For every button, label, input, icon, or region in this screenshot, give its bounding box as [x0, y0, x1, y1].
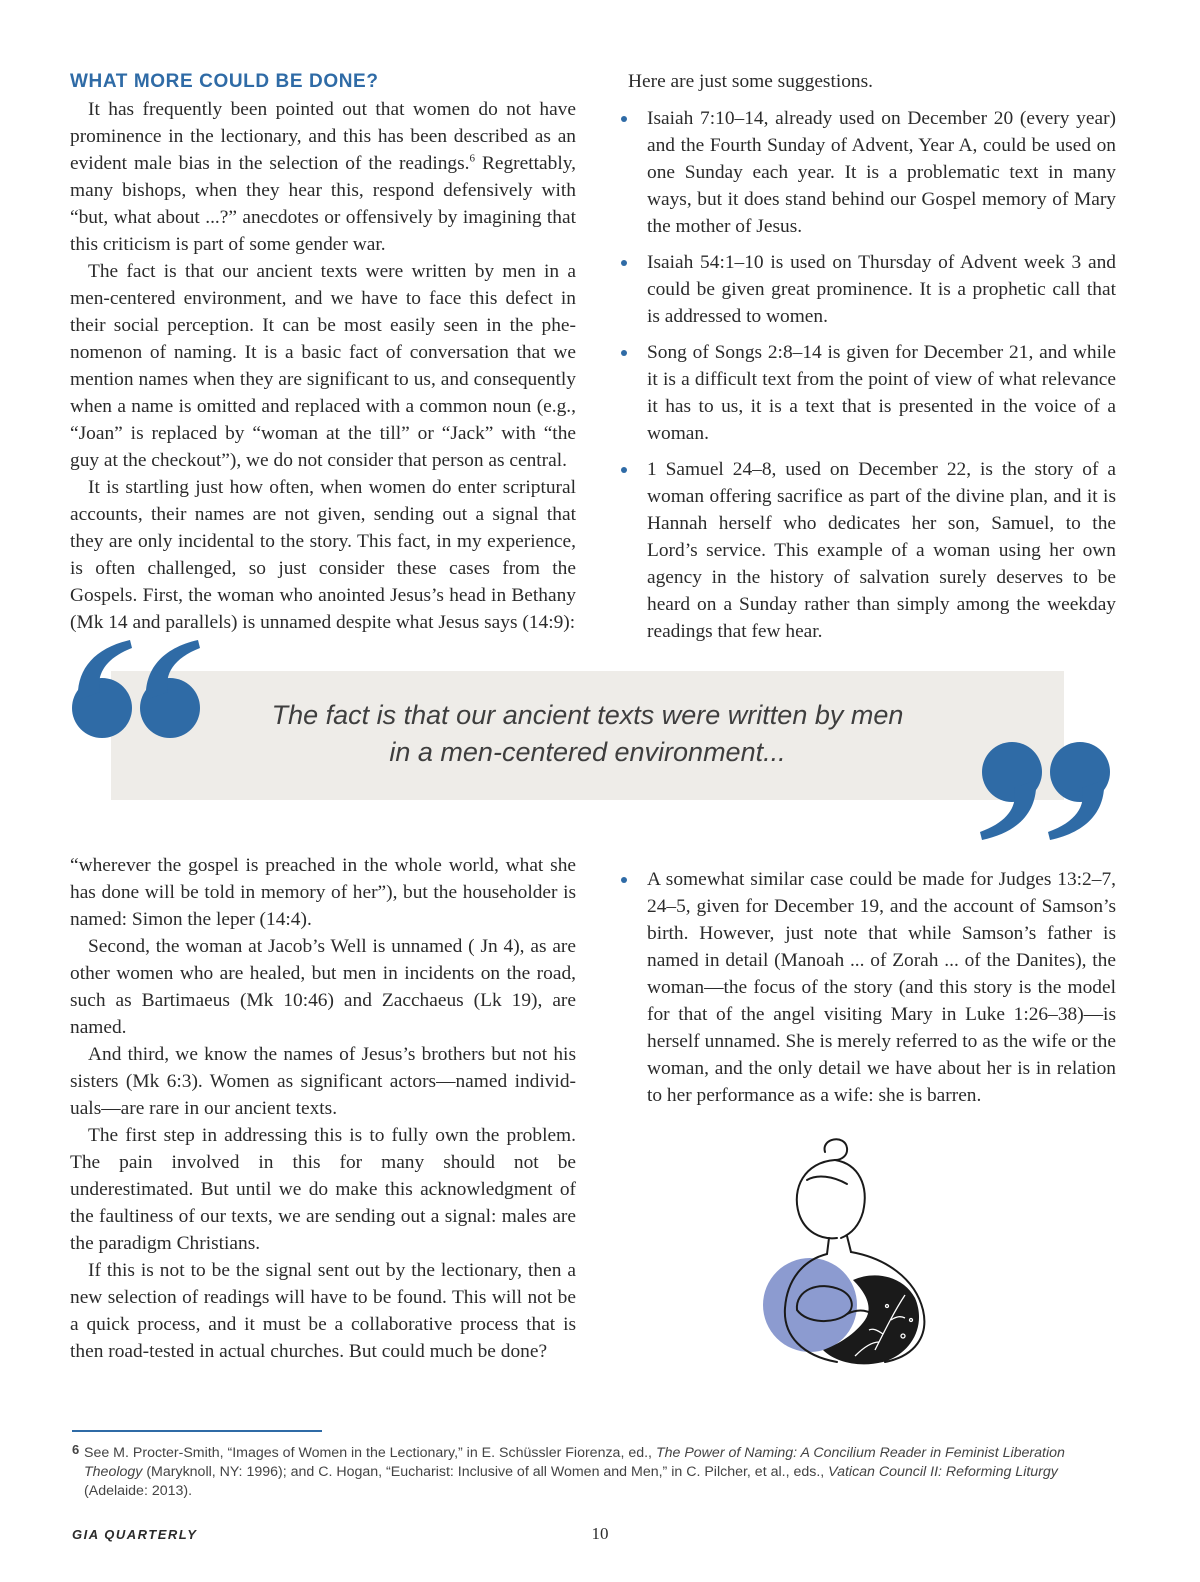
paragraph: Second, the woman at Jacob’s Well is unnamed ( Jn 4), as are other women who are healed, but men in incidents on the road, such as Bartimaeus (Mk 10:46) and Zacchaeus (Lk 19), are named. [70, 936, 576, 1038]
paragraph: The first step in addressing this is to fully own the problem. The pain involved in this for many should not be underestimated. But until we do make this acknowledgment of the faultiness of our texts, we are sending out a signal: males are the paradigm Christians. [70, 1125, 576, 1254]
paragraph [70, 96, 576, 258]
suggestions-intro: Here are just some suggestions. [628, 71, 874, 92]
list-item [610, 456, 1116, 645]
list-item-text: 1 Samuel 24–8, used on December 22, is the story of a woman offering sacrifice as part of the divine plan, and it is Hannah herself who dedicates her son, Samuel, to the Lord’s service. This example of a woman using her own agency in the history of salvation surely deserves to be heard on a Sunday rather than simply among the weekday readings that few hear. [647, 459, 1116, 642]
list-item [610, 249, 1116, 330]
list-item-text: Isaiah 54:1–10 is used on Thursday of Advent week 3 and could be given great prominence. It is a prophetic call that is addressed to women. [647, 252, 1116, 327]
bullet-icon [621, 260, 627, 266]
paragraph-text: It has frequently been pointed out that women do not have prominence in the lectionary, and this has been described as an evident male bias in the selection of the readings. [70, 99, 576, 174]
right-column-top [610, 68, 1116, 654]
bullet-icon [621, 116, 627, 122]
footnote-text [84, 1444, 1117, 1501]
list-item [610, 105, 1116, 240]
pull-quote-line: The fact is that our ancient texts were written by men [271, 700, 904, 730]
paragraph: If this is not to be the signal sent out by the lectionary, then a new selection of readings will have to be found. This will not be a quick process, and it must be a collaborative process that is then road-tested in actual churches. But could much be done? [70, 1260, 576, 1362]
footnote-book-title: The Power of Naming: A Concilium Reader in Feminist Liberation Theology [84, 1445, 1065, 1480]
left-column-top [70, 68, 576, 636]
close-quote-mark-icon [976, 740, 1111, 840]
footnote [72, 1444, 1117, 1501]
bullet-icon [621, 877, 627, 883]
footnote-text-part: (Maryknoll, NY: 1996); and C. Hogan, “Eucharist: Inclusive of all Women and Men,” in C. Pilcher, et al., eds., [142, 1464, 829, 1480]
footnote-text-part: (Adelaide: 2013). [84, 1483, 193, 1499]
left-column-bottom [70, 852, 576, 1365]
illustration-circle [763, 1258, 857, 1352]
list-item-text: Isaiah 7:10–14, already used on December 20 (every year) and the Fourth Sunday of Advent, Year A, could be used on one Sunday each year. It is a problematic text in many ways, but it does stand behind our Gospel memory of Mary the mother of Jesus. [647, 108, 1116, 237]
pull-quote-text [111, 697, 1064, 771]
footnote-text-part: See M. Procter-Smith, “Images of Women in the Lectionary,” in E. Schüssler Fiorenza, ed., [84, 1445, 656, 1461]
list-item-text: Song of Songs 2:8–14 is given for December 21, and while it is a difficult text from the point of view of what relevance it has to us, it is a text that is presented in the voice of a woman. [647, 342, 1116, 444]
list-item [610, 866, 1116, 1109]
footnote-reference[interactable]: 6 [469, 152, 476, 165]
paragraph: “wherever the gospel is preached in the whole world, what she has done will be told in memory of her”), but the householder is named: Simon the leper (14:4). [70, 855, 576, 930]
paragraph: It is startling just how often, when women do enter scriptural accounts, their names are not given, sending out a signal that they are only incidental to the story. This fact, in my experience, is often challenged, so just consider these cases from the Gospels. First, the woman who anointed Jesus’s head in Bethany (Mk 14 and parallels) is unnamed despite what Jesus says (14:9): [70, 477, 576, 633]
section-heading: WHAT MORE COULD BE DONE? [70, 71, 379, 92]
footnote-book-title: Vatican Council II: Reforming Liturgy [828, 1464, 1058, 1480]
footnote-number: 6 [72, 1442, 80, 1457]
paragraph: And third, we know the names of Jesus’s brothers but not his sisters (Mk 6:3). Women as significant actors—named individuals—are rare in our ancient texts. [70, 1044, 576, 1119]
publication-name: GIA QUARTERLY [72, 1527, 198, 1542]
right-column-bottom [610, 866, 1116, 1118]
bullet-icon [621, 467, 627, 473]
list-item [610, 339, 1116, 447]
paragraph-text: Regrettably, many bishops, when they hear this, respond defensively with “but, what about ...?” anecdotes or offensively by imagining that this criticism is part of some gender war. [70, 153, 576, 255]
mother-holding-baby-illustration [755, 1130, 945, 1370]
page-number: 10 [591, 1524, 609, 1543]
suggestion-list-continued [610, 866, 1116, 1109]
footnote-divider [72, 1430, 322, 1432]
suggestion-list [610, 105, 1116, 645]
paragraph: The fact is that our ancient texts were written by men in a men-centered environment, and we have to face this defect in their social perception. It can be most easily seen in the phenomenon of naming. It is a basic fact of conversation that we mention names when they are significant to us, and consequently when a name is omitted and replaced with a common noun (e.g., “Joan” is replaced by “woman at the till” or “Jack” with “the guy at the checkout”), we do not consider that person as central. [70, 261, 576, 471]
list-item-text: A somewhat similar case could be made for Judges 13:2–7, 24–5, given for December 19, and the account of Samson’s birth. However, just note that while Samson’s father is named in detail (Manoah ... of Zorah ... of the Danites), the woman—the focus of the story (and this story is the model for that of the angel visiting Mary in Luke 1:26–38)—is herself unnamed. She is merely referred to as the wife or the woman, and the only detail we have about her is in relation to her performance as a wife: she is barren. [647, 869, 1116, 1106]
bullet-icon [621, 350, 627, 356]
pull-quote-line: in a men-centered environment... [389, 737, 786, 767]
